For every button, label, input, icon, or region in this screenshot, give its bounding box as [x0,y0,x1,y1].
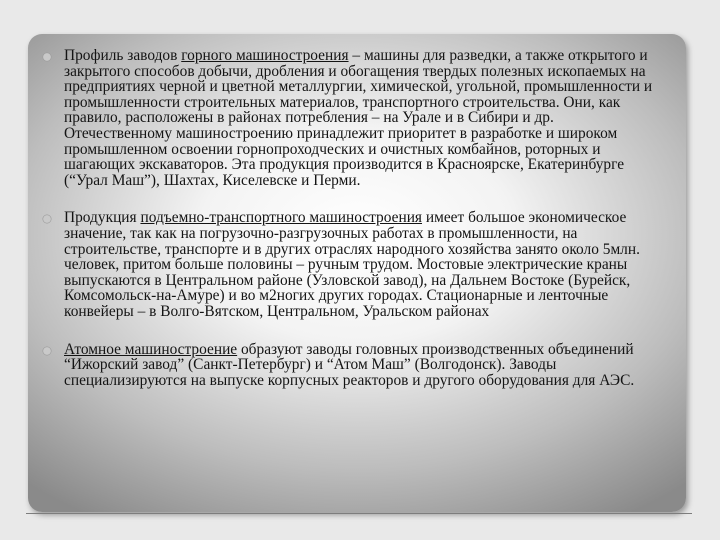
bullet-term-lifting: подъемно-транспортного машиностроения [140,209,423,227]
bullet-text-body: имеет большое экономическое значение, так как на погрузочно-разгрузочных работах в промышленности, на строительстве, транспорте и в других отраслях народного хозяйства занято около 5млн. человек, притом больше половины – ручным трудом. Мостовые электрические краны выпускаются в Центральном районе (Узловской завод), на Дальнем Востоке (Бурейск, Комсомольск-на-Амуре) и во м2ногих других городах. Стационарные и ленточные конвейеры – в Волго-Вятском, Центральном, Уральском районах [64,209,640,320]
bullet-icon [42,346,52,356]
bullet-item-lifting [42,210,662,319]
bullet-item-mining [42,48,662,188]
slide-divider [26,513,692,514]
bullet-icon [42,52,52,62]
bullet-text-body: – машины для разведки, а также открытого и закрытого способов добычи, дробления и обогащения твердых полезных ископаемых на предприятиях черной и цветной металлургии, химической, угольной, промышленности и промышленности строительных материалов, транспортного строительства. Они, как правило, расположены в районах потребления – на Урале и в Сибири и др. Отечественному машиностроению принадлежит приоритет в разработке и широком промышленном освоении горнопроходческих и очистных комбайнов, роторных и шагающих экскаваторов. Эта продукция производится в Красноярске, Екатеринбурге (“Урал Маш”), Шахтах, Киселевске и Перми. [64,47,653,189]
bullet-item-nuclear [42,342,662,389]
bullet-text-body: образуют заводы головных производственных объединений “Ижорский завод” (Санкт-Петербург) и “Атом Маш” (Волгодонск). Заводы специализируются на выпуске корпусных реакторов и другого оборудования для АЭС. [64,340,635,389]
slide-content [42,48,662,410]
bullet-icon [42,214,52,224]
bullet-text [64,342,662,389]
bullet-text [64,210,662,319]
bullet-term-nuclear: Атомное машиностроение [64,340,238,358]
bullet-text [64,48,662,188]
bullet-term-mining: горного машиностроения [181,47,349,64]
bullet-text-lead: Профиль заводов [64,47,182,64]
bullet-text-lead: Продукция [64,209,141,227]
